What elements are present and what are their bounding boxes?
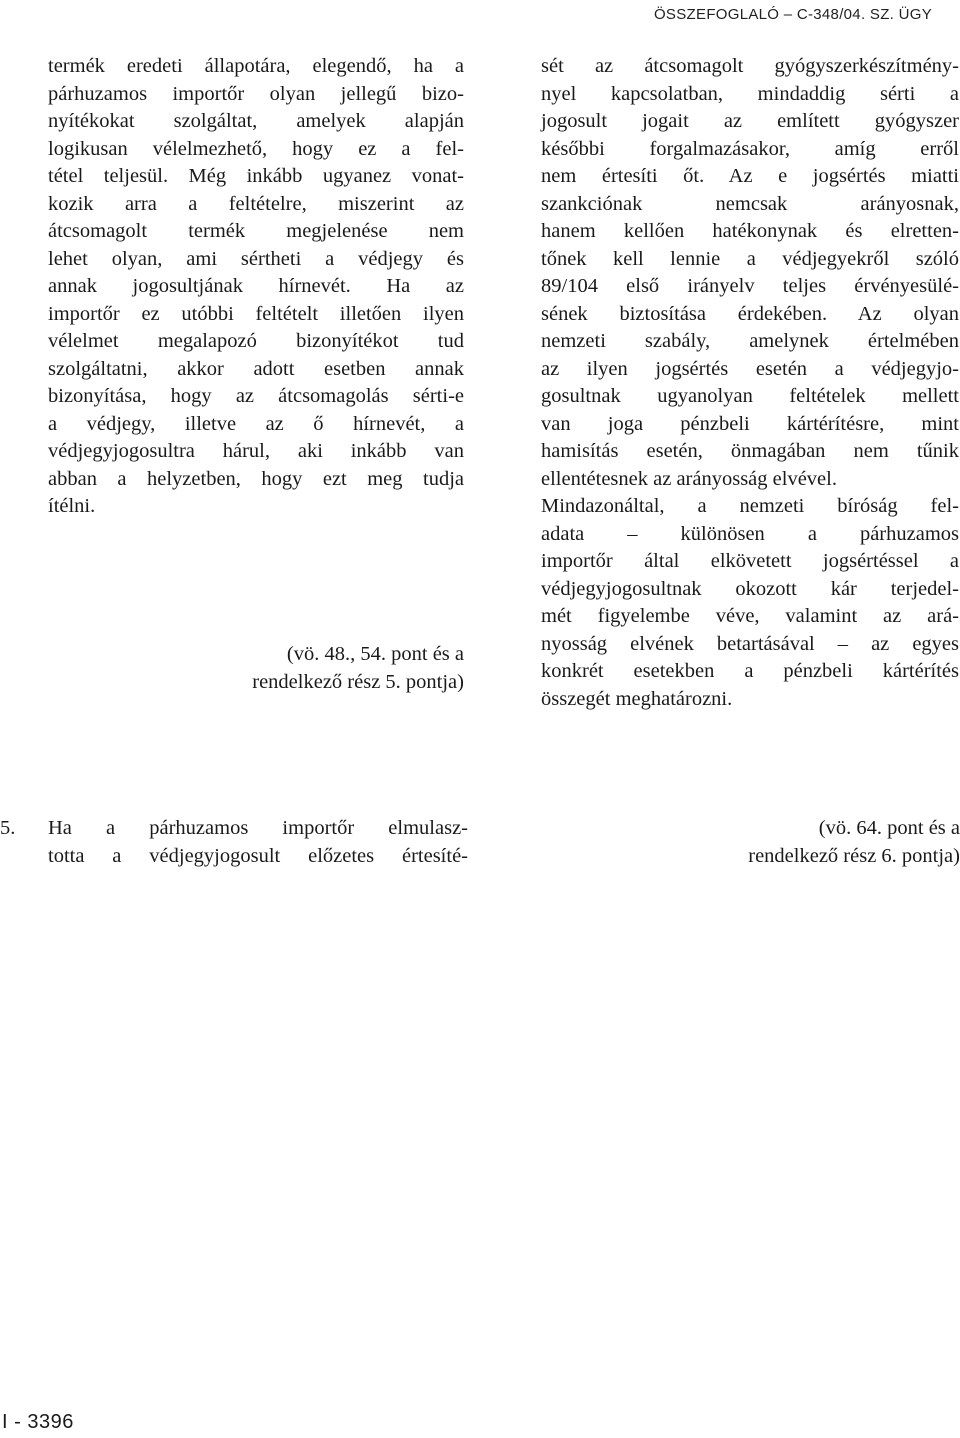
text-line: összegét meghatározni. [541, 687, 733, 710]
text-line: az ilyen jogsértés esetén a védjegyjo- [541, 357, 959, 380]
text-line: tőnek kell lennie a védjegyekről szóló [541, 247, 959, 270]
text-line: kozik arra a feltételre, miszerint az [48, 192, 464, 215]
text-line: nyel kapcsolatban, mindaddig sérti a [541, 82, 959, 105]
text-line: párhuzamos importőr olyan jellegű bizo- [48, 82, 464, 105]
text-line: gosultnak ugyanolyan feltételek mellett [541, 385, 959, 407]
point-number: 5. [0, 817, 16, 839]
running-header: ÖSSZEFOGLALÓ – C-348/04. SZ. ÜGY [653, 6, 932, 23]
text-line: védjegyjogosultnak okozott kár terjedel- [541, 577, 959, 600]
text-line: sét az átcsomagolt gyógyszerkészítmény- [541, 55, 959, 77]
text-line: importőr ez utóbbi feltételt illetően ilyen [48, 302, 464, 325]
left-column-text [48, 53, 464, 521]
text-line: tétel teljesül. Még inkább ugyanez vonat- [48, 165, 464, 187]
text-line: importőr által elkövetett jogsértéssel a [541, 550, 959, 572]
text-line: szankciónak nemcsak arányosnak, [541, 192, 959, 215]
point-5-body [48, 815, 468, 870]
text-line: bizonyítása, hogy az átcsomagolás sérti-e [48, 385, 464, 407]
page-number: I - 3396 [2, 1411, 74, 1433]
citation-line: (vö. 48., 54. pont és a [286, 643, 464, 665]
citation-line: rendelkező rész 5. pontja) [252, 670, 464, 693]
text-line: 89/104 első irányelv teljes érvényesülé- [541, 275, 959, 297]
text-line: abban a helyzetben, hogy ezt meg tudja [48, 467, 464, 490]
text-line: hamisítás esetén, önmagában nem tűnik [541, 440, 959, 462]
text-line: van joga pénzbeli kártérítésre, mint [541, 412, 959, 435]
right-column-text [541, 53, 959, 713]
text-line: lehet olyan, ami sértheti a védjegy és [48, 247, 464, 270]
text-line: termék eredeti állapotára, elegendő, ha a [48, 55, 464, 77]
text-line: nem értesíti őt. Az e jogsértés miatti [541, 165, 959, 187]
text-line: jogosult jogait az említett gyógyszer [541, 110, 959, 132]
text-line: Mindazonáltal, a nemzeti bíróság fel- [541, 495, 959, 517]
text-line: Ha a párhuzamos importőr elmulasz- [48, 817, 468, 839]
text-line: logikusan vélelmezhető, hogy ez a fel- [48, 137, 464, 160]
text-line: ítélni. [48, 495, 96, 517]
text-line: későbbi forgalmazásakor, amíg erről [541, 137, 959, 160]
text-line: nyítékokat szolgáltat, amelyek alapján [48, 110, 464, 132]
citation-line: (vö. 64. pont és a [818, 817, 960, 839]
text-line: sének biztosítása érdekében. Az olyan [541, 302, 959, 325]
text-line: nemzeti szabály, amelynek értelmében [541, 330, 959, 352]
text-line: annak jogosultjának hírnevét. Ha az [48, 275, 464, 297]
right-citation [748, 815, 960, 870]
text-line: nyosság elvének betartásával – az egyes [541, 632, 959, 655]
text-line: konkrét esetekben a pénzbeli kártérítés [541, 660, 959, 682]
text-line: átcsomagolt termék megjelenése nem [48, 220, 464, 242]
citation-line: rendelkező rész 6. pontja) [748, 844, 960, 867]
text-line: hanem kellően hatékonynak és elretten- [541, 220, 959, 242]
text-line: mét figyelembe véve, valamint az ará- [541, 605, 959, 627]
text-line: szolgáltatni, akkor adott esetben annak [48, 357, 464, 380]
text-line: védjegyjogosultra hárul, aki inkább van [48, 440, 464, 462]
left-citation [252, 641, 464, 696]
text-line: a védjegy, illetve az ő hírnevét, a [48, 412, 464, 435]
text-line: totta a védjegyjogosult előzetes értesíté- [48, 844, 468, 867]
text-line: adata – különösen a párhuzamos [541, 522, 959, 545]
text-line: ellentétesnek az arányosság elvével. [541, 467, 837, 490]
text-line: vélelmet megalapozó bizonyítékot tud [48, 330, 464, 352]
